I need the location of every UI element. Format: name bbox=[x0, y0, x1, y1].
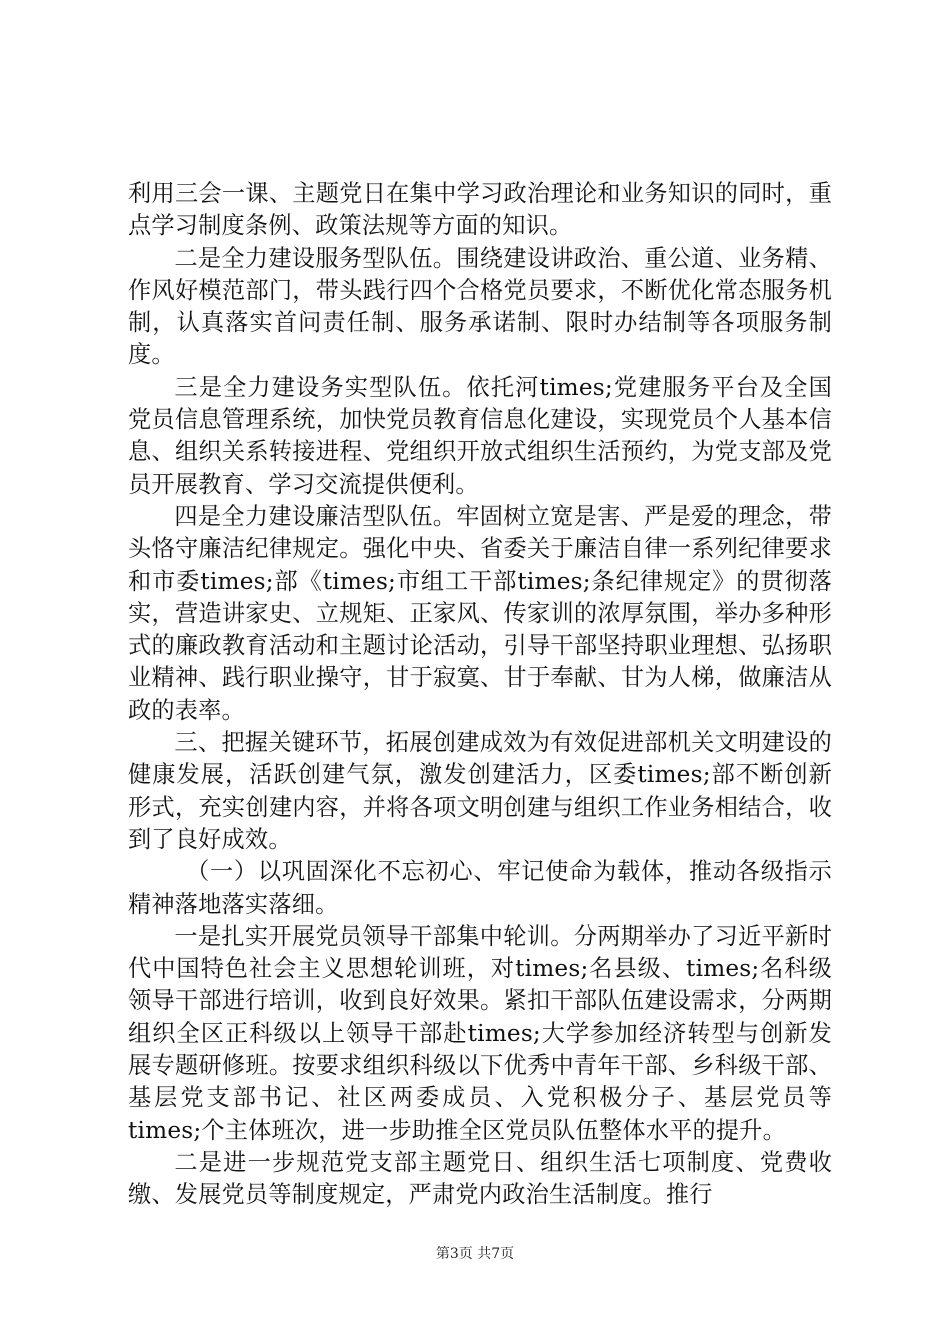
paragraph-2: 二是全力建设服务型队伍。围绕建设讲政治、重公道、业务精、作风好模范部门，带头践行四个合格党员要求，不断优化常态服务机制，认真落实首问责任制、服务承诺制、限时办结制等各项服务制度。 bbox=[128, 244, 832, 369]
paragraph-6: （一）以巩固深化不忘初心、牢记使命为载体，推动各级指示精神落地落实落细。 bbox=[128, 858, 832, 918]
page-number-footer: 第3页 共7页 bbox=[435, 1246, 515, 1262]
document-body bbox=[128, 178, 832, 1212]
paragraph-1: 利用三会一课、主题党日在集中学习政治理论和业务知识的同时，重点学习制度条例、政策法规等方面的知识。 bbox=[128, 180, 832, 240]
paragraph-4: 四是全力建设廉洁型队伍。牢固树立宽是害、严是爱的理念，带头恪守廉洁纪律规定。强化中央、省委关于廉洁自律一系列纪律要求和市委times;部《times;市组工干部times;条纪律规定》的贯彻落实，营造讲家史、立规矩、正家风、传家训的浓厚氛围，举办多种形式的廉政教育活动和主题讨论活动，引导干部坚持职业理想、弘扬职业精神、践行职业操守，甘于寂寞、甘于奉献、甘为人梯，做廉洁从政的表率。 bbox=[128, 502, 832, 724]
paragraph-7: 一是扎实开展党员领导干部集中轮训。分两期举办了习近平新时代中国特色社会主义思想轮训班，对times;名县级、times;名科级领导干部进行培训，收到良好效果。紧扣干部队伍建设需求，分两期组织全区正科级以上领导干部赴times;大学参加经济转型与创新发展专题研修班。按要求组织科级以下优秀中青年干部、乡科级干部、基层党支部书记、社区两委成员、入党积极分子、基层党员等times;个主体班次，进一步助推全区党员队伍整体水平的提升。 bbox=[128, 922, 832, 1144]
paragraph-5: 三、把握关键环节，拓展创建成效为有效促进部机关文明建设的健康发展，活跃创建气氛，激发创建活力，区委times;部不断创新形式，充实创建内容，并将各项文明创建与组织工作业务相结合，收到了良好成效。 bbox=[128, 729, 832, 853]
paragraph-8: 二是进一步规范党支部主题党日、组织生活七项制度、党费收缴、发展党员等制度规定，严肃党内政治生活制度。推行 bbox=[128, 1148, 832, 1209]
paragraph-3: 三是全力建设务实型队伍。依托河times;党建服务平台及全国党员信息管理系统，加快党员教育信息化建设，实现党员个人基本信息、组织关系转接进程、党组织开放式组织生活预约，为党支部及党员开展教育、学习交流提供便利。 bbox=[128, 373, 832, 498]
